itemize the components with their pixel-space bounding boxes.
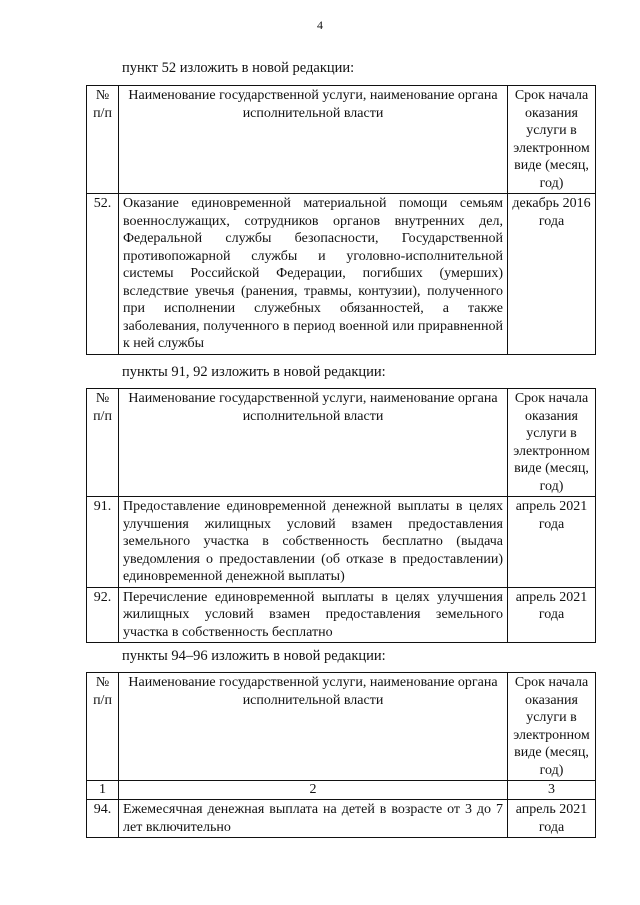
table-row <box>87 587 596 643</box>
row-name: Перечисление единовременной выплаты в целях улучшения жилищных условий взамен предоставления земельного участка в собственность бесплатно <box>119 587 508 643</box>
row-term: апрель 2021 года <box>508 587 596 643</box>
section1-table <box>86 85 596 355</box>
row-name: Предоставление единовременной денежной выплаты в целях улучшения жилищных условий взамен предоставления земельного участка в собственность бесплатно (выдача уведомления о предоставлении (об отказе в предоставлении) единовременной денежной выплаты) <box>119 497 508 588</box>
header-term: Срок начала оказания услуги в электронном виде (месяц, год) <box>508 673 596 781</box>
page-number: 4 <box>317 18 323 32</box>
column-index-row <box>87 781 596 800</box>
column-index-2: 2 <box>119 781 508 800</box>
table-header-row <box>87 86 596 194</box>
row-num: 52. <box>87 194 119 355</box>
table-header-row <box>87 389 596 497</box>
header-name: Наименование государственной услуги, наименование органа исполнительной власти <box>119 673 508 781</box>
header-num: № п/п <box>87 389 119 497</box>
section3-intro: пункты 94–96 изложить в новой редакции: <box>122 648 386 664</box>
column-index-1: 1 <box>87 781 119 800</box>
row-num: 94. <box>87 800 119 838</box>
header-term: Срок начала оказания услуги в электронном виде (месяц, год) <box>508 86 596 194</box>
row-num: 91. <box>87 497 119 588</box>
section1-intro: пункт 52 изложить в новой редакции: <box>122 60 355 76</box>
row-term: апрель 2021 года <box>508 800 596 838</box>
row-term: декабрь 2016 года <box>508 194 596 355</box>
table-row <box>87 194 596 355</box>
table-header-row <box>87 673 596 781</box>
header-name: Наименование государственной услуги, наименование органа исполнительной власти <box>119 389 508 497</box>
table-row <box>87 497 596 588</box>
header-num: № п/п <box>87 86 119 194</box>
column-index-3: 3 <box>508 781 596 800</box>
table-row <box>87 800 596 838</box>
row-name: Оказание единовременной материальной помощи семьям военнослужащих, сотрудников органов внутренних дел, Федеральной службы безопасности, Государственной противопожарной службы и уголовно-исполнительной системы Российской Федерации, погибших (умерших) вследствие увечья (ранения, травмы, контузии), полученного при исполнении служебных обязанностей, а также заболевания, полученного в период военной или приравненной к ней службы <box>119 194 508 355</box>
row-num: 92. <box>87 587 119 643</box>
header-term: Срок начала оказания услуги в электронном виде (месяц, год) <box>508 389 596 497</box>
row-term: апрель 2021 года <box>508 497 596 588</box>
header-name: Наименование государственной услуги, наименование органа исполнительной власти <box>119 86 508 194</box>
section2-table <box>86 388 596 643</box>
row-name: Ежемесячная денежная выплата на детей в возрасте от 3 до 7 лет включительно <box>119 800 508 838</box>
header-num: № п/п <box>87 673 119 781</box>
section2-intro: пункты 91, 92 изложить в новой редакции: <box>122 364 386 380</box>
section3-table <box>86 672 596 838</box>
